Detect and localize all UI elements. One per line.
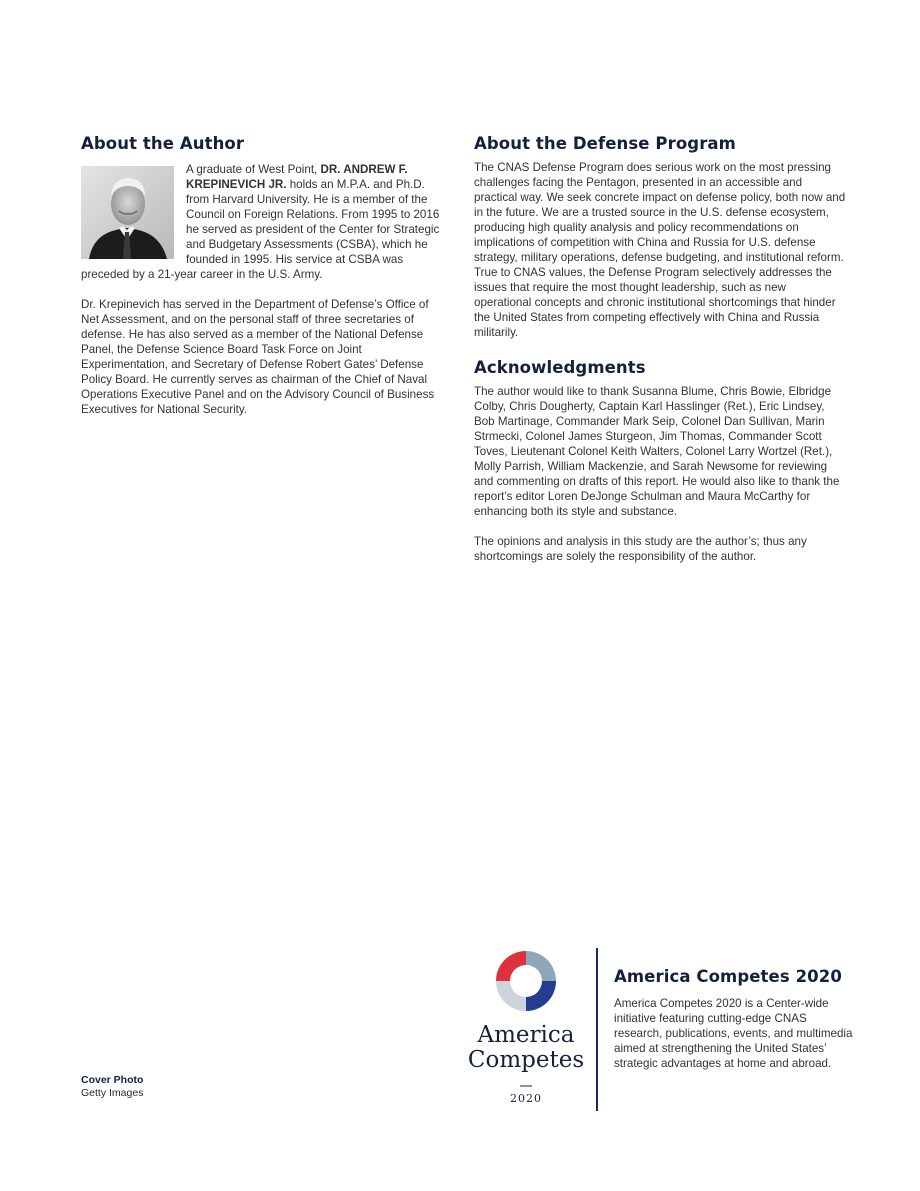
about-author-heading: About the Author [81,134,245,153]
defense-program-body: The CNAS Defense Program does serious work on the most pressing challenges facing the Pentagon, presented in an accessible and practical way. We seek concrete impact on defense policy, both now and in the future. We are a trusted source in the U.S. defense ecosystem, producing high quality analysis and policy recommendations on implications of competition with China and Russia for U.S. defense strategy, military operations, defense budgeting, and institutional reform. True to CNAS values, the Defense Program selectively addresses the issues that require the most thought leadership, such as new operational concepts and chronic institutional shortcomings that hinder the United States from competing effectively with China and Russia militarily. [474,161,846,339]
cover-photo-label: Cover Photo [81,1074,144,1086]
logo-year: 2020 [510,1092,542,1105]
america-competes-body: America Competes 2020 is a Center-wide initiative featuring cutting-edge CNAS research, publications, events, and multimedia aimed at strengthening the United States’ strategic advantages at home and abroad. [614,997,853,1070]
author-photo [81,166,174,259]
author-bio-rest: holds an M.P.A. and Ph.D. from Harvard University. He is a member of the Council on Foreign Relations. From 1995 to 2016 he served as president of the Center for Strategic and Budgetary Assessments (CSBA), which he founded in 1995. His service at CSBA was preceded by a 21-year career in the U.S. Army. [81,178,440,281]
defense-program-heading: About the Defense Program [474,134,736,153]
logo-word-america: America [477,1022,575,1048]
ring-segment-gray [496,981,526,1011]
cover-photo-credit [81,1074,143,1100]
america-competes-section [614,967,854,1071]
logo-word-competes: Competes [468,1047,585,1073]
author-bio-paragraph-2: Dr. Krepinevich has served in the Department of Defense’s Office of Net Assessment, and on the personal staff of three secretaries of defense. He has also served as a member of the National Defense Panel, the Defense Science Board Task Force on Joint Experimentation, and Secretary of Defense Robert Gates’ Defense Policy Board. He currently serves as chairman of the Chief of Naval Operations Executive Panel and on the Advisory Council of Business Executives for National Security. [81,298,435,416]
vertical-divider [596,948,598,1111]
ring-segment-red [496,951,526,981]
acknowledgments-paragraph-1: The author would like to thank Susanna Blume, Chris Bowie, Elbridge Colby, Chris Dougherty, Captain Karl Hasslinger (Ret.), Eric Lindsey, Bob Martinage, Commander Mark Seip, Colonel Dan Sullivan, Marin Strmecki, Colonel James Sturgeon, Jim Thomas, Commander Scott Toves, Lieutenant Colonel Keith Walters, Colonel Larry Wortzel (Ret.), Molly Parrish, William Mackenzie, and Sarah Newsome for reviewing and commenting on drafts of this report. He would also like to thank the report’s editor Loren DeJonge Schulman and Maura McCarthy for enhancing both its style and substance. [474,385,840,518]
acknowledgments-heading: Acknowledgments [474,358,646,377]
america-competes-heading: America Competes 2020 [614,967,842,986]
america-competes-logo [468,946,586,1112]
right-column [474,134,846,564]
logo-ring-icon [496,951,556,1011]
ring-segment-steel [526,951,556,981]
author-name: DR. ANDREW F. KREPINEVICH JR. [186,163,408,191]
author-bio-intro: A graduate of West Point, [186,163,321,176]
cover-photo-source: Getty Images [81,1087,144,1099]
ring-segment-navy [526,981,556,1011]
author-portrait-image [81,166,174,259]
about-author-section [81,134,446,417]
acknowledgments-paragraph-2: The opinions and analysis in this study are the author’s; thus any shortcomings are solely the responsibility of the author. [474,535,807,563]
